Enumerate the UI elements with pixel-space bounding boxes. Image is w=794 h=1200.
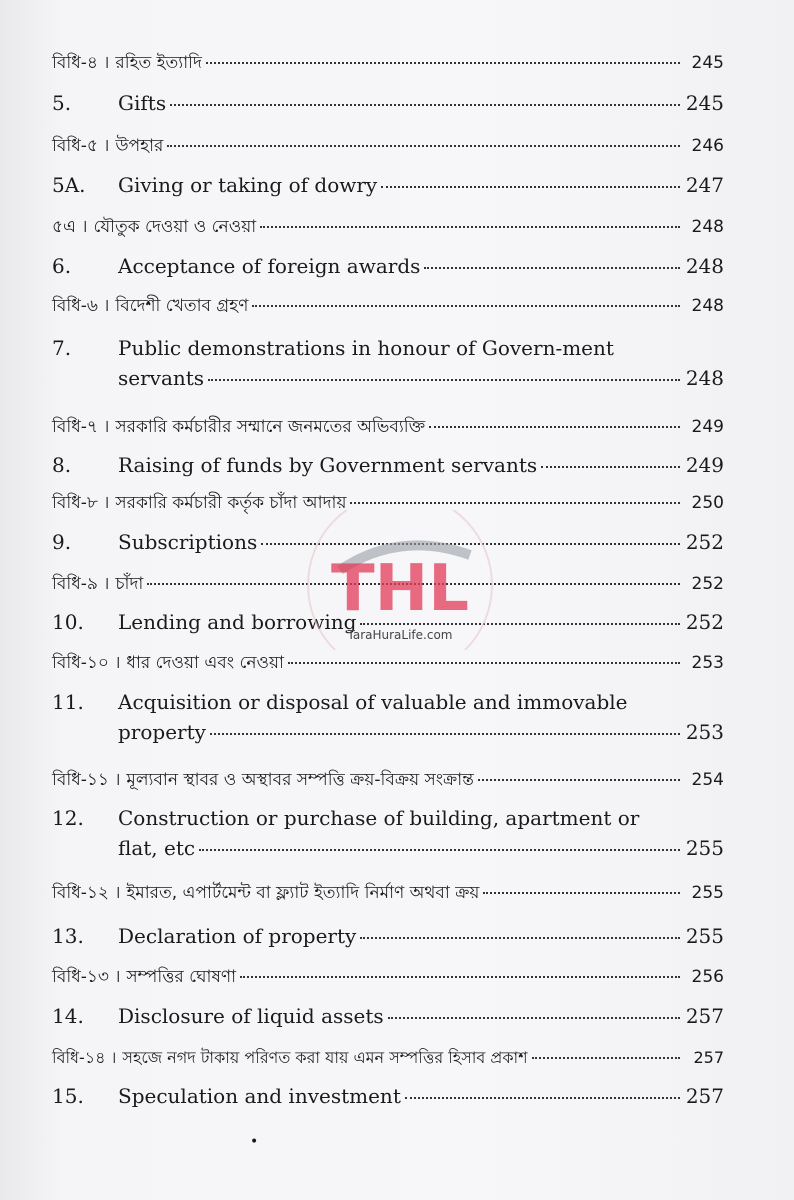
toc-entry xyxy=(52,254,724,278)
toc-entry xyxy=(52,1084,724,1108)
entry-title: Acceptance of foreign awards xyxy=(118,254,421,278)
dot-leader xyxy=(483,892,680,894)
dot-leader xyxy=(532,1057,680,1059)
toc-entry xyxy=(52,414,724,442)
entry-page: 256 xyxy=(691,967,724,987)
entry-number: বিধি-৭ । xyxy=(52,417,110,437)
dot-leader xyxy=(388,1017,680,1019)
entry-title-continued: servants xyxy=(118,366,205,390)
entry-number: 13. xyxy=(52,924,84,948)
toc-entry xyxy=(52,964,724,992)
entry-number: বিধি-৪ । xyxy=(52,53,110,73)
dot-leader xyxy=(170,104,680,106)
entry-page: 252 xyxy=(685,530,724,554)
entry-title: চাঁদা xyxy=(115,574,144,594)
dot-leader xyxy=(167,145,680,147)
toc-entry xyxy=(52,214,724,242)
dot-leader xyxy=(429,426,680,428)
entry-number: বিধি-৮ । xyxy=(52,493,110,513)
entry-number: বিধি-১৩ । xyxy=(52,967,121,987)
dot-leader xyxy=(478,779,680,781)
entry-title: Lending and borrowing xyxy=(118,610,357,634)
entry-number: 9. xyxy=(52,530,72,554)
entry-title: Construction or purchase of building, apartment or xyxy=(118,806,640,830)
entry-title: বিদেশী খেতাব গ্রহণ xyxy=(115,296,249,316)
watermark xyxy=(300,510,500,660)
entry-page: 255 xyxy=(685,836,724,860)
toc-entry xyxy=(52,91,724,115)
dot-leader xyxy=(240,976,680,978)
entry-number: বিধি-৫ । xyxy=(52,136,110,156)
watermark-logo-text: THL xyxy=(331,552,469,626)
dot-leader xyxy=(288,662,680,664)
toc-entry xyxy=(52,690,724,744)
toc-entry xyxy=(52,293,724,321)
entry-number: 5. xyxy=(52,91,72,115)
entry-page: 248 xyxy=(691,217,724,237)
entry-number: বিধি-১১ । xyxy=(52,770,121,790)
entry-number: 15. xyxy=(52,1084,84,1108)
entry-page: 254 xyxy=(691,770,724,790)
entry-page: 245 xyxy=(691,53,724,73)
entry-title: Declaration of property xyxy=(118,924,357,948)
entry-number: বিধি-১৪ । xyxy=(52,1048,117,1067)
entry-page: 257 xyxy=(693,1048,724,1067)
entry-page: 252 xyxy=(685,610,724,634)
toc-entry xyxy=(52,806,724,860)
entry-number: 8. xyxy=(52,453,72,477)
entry-page: 255 xyxy=(685,924,724,948)
dot-leader xyxy=(541,466,680,468)
dot-leader xyxy=(405,1097,680,1099)
entry-title: Disclosure of liquid assets xyxy=(118,1004,384,1028)
toc-entry xyxy=(52,453,724,477)
entry-title: ধার দেওয়া এবং নেওয়া xyxy=(126,653,284,673)
entry-number: বিধি-১০ । xyxy=(52,653,121,673)
entry-title: Public demonstrations in honour of Govern-ment xyxy=(118,336,614,360)
dot-leader xyxy=(210,733,680,735)
entry-page: 249 xyxy=(691,417,724,437)
entry-title: মূল্যবান স্থাবর ও অস্থাবর সম্পত্তি ক্রয়-বিক্রয় সংক্রান্ত xyxy=(126,770,474,790)
toc-entry xyxy=(52,133,724,161)
entry-number: 7. xyxy=(52,336,72,360)
entry-title-continued: property xyxy=(118,720,206,744)
entry-page: 257 xyxy=(685,1084,724,1108)
entry-page: 252 xyxy=(691,574,724,594)
entry-title: সম্পত্তির ঘোষণা xyxy=(126,967,237,987)
entry-title: সরকারি কর্মচারী কর্তৃক চাঁদা আদায় xyxy=(115,493,347,513)
dot-leader xyxy=(208,379,680,381)
dot-leader xyxy=(252,305,680,307)
entry-page: 247 xyxy=(685,173,724,197)
toc-entry xyxy=(52,50,724,78)
entry-page: 248 xyxy=(685,254,724,278)
toc-entry xyxy=(52,336,724,390)
entry-number: 11. xyxy=(52,690,84,714)
toc-entry xyxy=(52,924,724,948)
entry-number: 14. xyxy=(52,1004,84,1028)
entry-title: Giving or taking of dowry xyxy=(118,173,378,197)
entry-title: উপহার xyxy=(115,136,164,156)
toc-entry xyxy=(52,1045,724,1072)
entry-title: যৌতুক দেওয়া ও নেওয়া xyxy=(93,217,257,237)
toc-entry xyxy=(52,880,724,908)
entry-title: Subscriptions xyxy=(118,530,258,554)
entry-page: 257 xyxy=(685,1004,724,1028)
entry-page: 248 xyxy=(685,366,724,390)
entry-page: 253 xyxy=(685,720,724,744)
dot-leader xyxy=(199,849,680,851)
entry-page: 248 xyxy=(691,296,724,316)
entry-title: Raising of funds by Government servants xyxy=(118,453,538,477)
entry-number: 5A. xyxy=(52,173,86,197)
entry-page: 245 xyxy=(685,91,724,115)
entry-page: 249 xyxy=(685,453,724,477)
entry-number: 12. xyxy=(52,806,84,830)
entry-page: 255 xyxy=(691,883,724,903)
dot-leader xyxy=(424,267,680,269)
entry-title: Gifts xyxy=(118,91,167,115)
toc-entry xyxy=(52,1004,724,1028)
entry-title: সহজে নগদ টাকায় পরিণত করা যায় এমন সম্পত্তির হিসাব প্রকাশ xyxy=(122,1048,528,1067)
entry-page: 246 xyxy=(691,136,724,156)
watermark-text: TaraHuraLife.com xyxy=(347,628,453,642)
toc-entry xyxy=(52,173,724,197)
dot-leader xyxy=(381,186,680,188)
entry-number: বিধি-১২ । xyxy=(52,883,121,903)
dot-leader xyxy=(206,62,680,64)
dot-leader xyxy=(260,226,680,228)
entry-title: Acquisition or disposal of valuable and immovable xyxy=(118,690,628,714)
entry-number: 6. xyxy=(52,254,72,278)
entry-number: ৫এ । xyxy=(52,217,88,237)
entry-title: রহিত ইত্যাদি xyxy=(115,53,202,73)
entry-title-continued: flat, etc xyxy=(118,836,196,860)
entry-number: বিধি-৬ । xyxy=(52,296,110,316)
dot-leader xyxy=(360,937,680,939)
entry-page: 253 xyxy=(691,653,724,673)
entry-page: 250 xyxy=(691,493,724,513)
entry-number: বিধি-৯ । xyxy=(52,574,110,594)
dot-leader xyxy=(350,502,680,504)
entry-title: সরকারি কর্মচারীর সম্মানে জনমতের অভিব্যক্তি xyxy=(115,417,426,437)
toc-entry xyxy=(52,767,724,795)
entry-title: Speculation and investment xyxy=(118,1084,401,1108)
stray-mark: • xyxy=(250,1134,259,1150)
entry-number: 10. xyxy=(52,610,84,634)
entry-title: ইমারত, এপার্টমেন্ট বা ফ্ল্যাট ইত্যাদি নির্মাণ অথবা ক্রয় xyxy=(126,883,480,903)
